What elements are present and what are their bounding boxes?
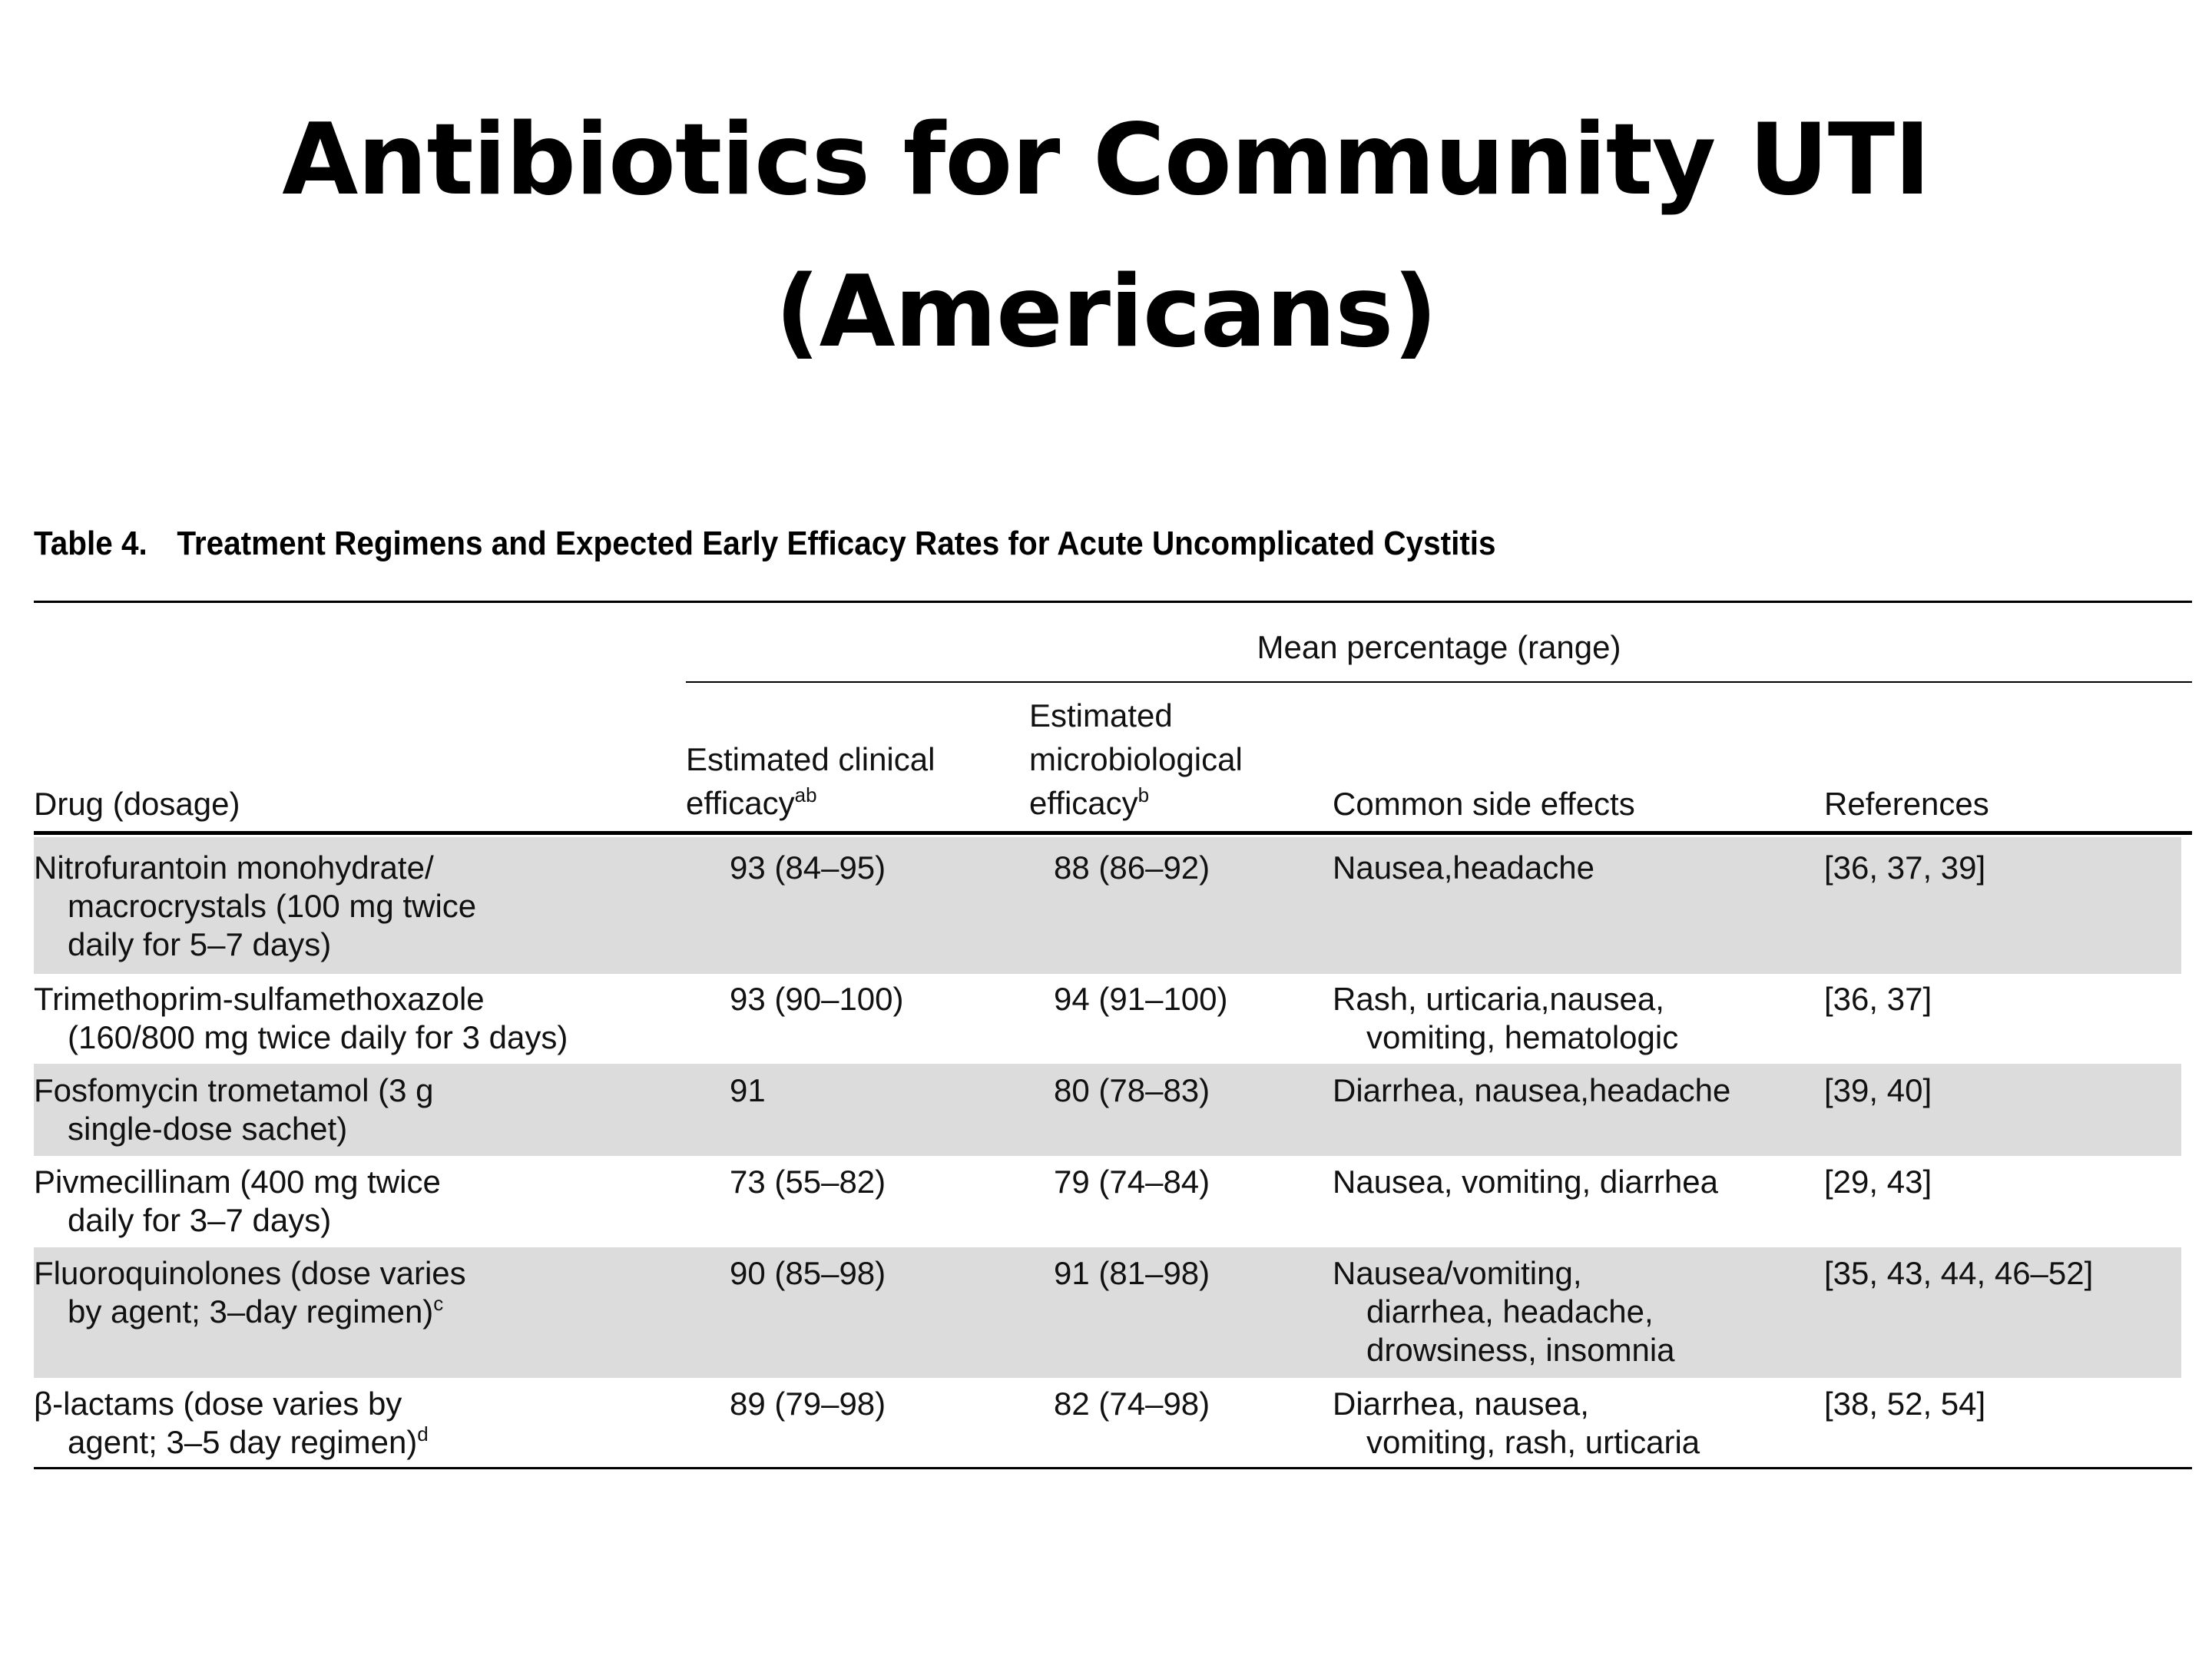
header-micro-footnote: b (1137, 783, 1150, 806)
cell-micro: 91 (81–98) (1054, 1255, 1210, 1291)
header-clinical-footnote: ab (794, 783, 817, 806)
table-top-rule (34, 601, 2192, 603)
cell-clinical: 91 (730, 1072, 766, 1108)
table-header-rule (34, 831, 2192, 835)
side-effect-line: vomiting, hematologic (1366, 1019, 1679, 1055)
cell-references: [36, 37] (1824, 981, 1932, 1017)
cell-drug (34, 1385, 429, 1462)
header-references: References (1824, 786, 1989, 822)
drug-footnote: d (417, 1422, 429, 1445)
table-caption-number: Table 4. (34, 525, 147, 562)
cell-references: [36, 37, 39] (1824, 849, 1986, 886)
cell-micro: 88 (86–92) (1054, 849, 1210, 886)
side-effect-line: Diarrhea, nausea,headache (1333, 1072, 1731, 1108)
side-effect-line: Rash, urticaria,nausea, (1333, 981, 1664, 1017)
cell-references: [35, 43, 44, 46–52] (1824, 1255, 2094, 1291)
cell-side-effects (1333, 849, 1594, 887)
cell-drug (34, 1254, 466, 1331)
slide-title-line-1: Antibiotics for Community UTI (282, 103, 1930, 217)
side-effect-line: Nausea/vomiting, (1333, 1255, 1582, 1291)
cell-side-effects (1333, 1163, 1718, 1201)
side-effect-line: drowsiness, insomnia (1366, 1332, 1675, 1368)
cell-micro: 80 (78–83) (1054, 1072, 1210, 1108)
cell-micro: 79 (74–84) (1054, 1164, 1210, 1200)
cell-side-effects (1333, 1071, 1730, 1110)
cell-clinical: 93 (90–100) (730, 981, 904, 1017)
drug-line: single-dose sachet) (68, 1111, 348, 1147)
side-effect-line: Diarrhea, nausea, (1333, 1386, 1589, 1422)
drug-line: daily for 5–7 days) (68, 926, 332, 962)
header-clinical-efficacy (686, 737, 935, 825)
drug-line: Fluoroquinolones (dose varies (34, 1255, 466, 1291)
drug-line: by agent; 3–day regimen) (68, 1293, 434, 1330)
table-caption (34, 524, 1998, 564)
drug-line: daily for 3–7 days) (68, 1202, 332, 1238)
group-header-mean-percentage: Mean percentage (range) (1257, 629, 1621, 665)
cell-clinical: 89 (79–98) (730, 1386, 886, 1422)
side-effect-line: diarrhea, headache, (1366, 1293, 1654, 1330)
drug-line: Fosfomycin trometamol (3 g (34, 1072, 434, 1108)
drug-line: macrocrystals (100 mg twice (68, 888, 477, 924)
side-effect-line: Nausea, vomiting, diarrhea (1333, 1164, 1718, 1200)
drug-line: β-lactams (dose varies by (34, 1386, 402, 1422)
cell-side-effects (1333, 1254, 1675, 1369)
drug-line: agent; 3–5 day regimen) (68, 1424, 418, 1460)
cell-side-effects (1333, 1385, 1700, 1462)
header-micro-line-2: microbiological (1029, 741, 1243, 777)
header-micro-efficacy (1029, 694, 1243, 825)
header-clinical-line-2: efficacy (686, 785, 795, 821)
cell-clinical: 90 (85–98) (730, 1255, 886, 1291)
drug-footnote: c (433, 1292, 444, 1315)
cell-drug (34, 849, 476, 964)
cell-micro: 94 (91–100) (1054, 981, 1228, 1017)
cell-side-effects (1333, 980, 1678, 1057)
side-effect-line: Nausea,headache (1333, 849, 1594, 886)
cell-drug (34, 980, 568, 1057)
cell-micro: 82 (74–98) (1054, 1386, 1210, 1422)
header-micro-line-3: efficacy (1029, 785, 1138, 821)
drug-line: Trimethoprim-sulfamethoxazole (34, 981, 485, 1017)
header-side-effects: Common side effects (1333, 786, 1635, 822)
slide-title (0, 84, 2212, 389)
drug-line: (160/800 mg twice daily for 3 days) (68, 1019, 568, 1055)
cell-clinical: 73 (55–82) (730, 1164, 886, 1200)
cell-references: [29, 43] (1824, 1164, 1932, 1200)
header-micro-line-1: Estimated (1029, 697, 1173, 733)
drug-line: Pivmecillinam (400 mg twice (34, 1164, 441, 1200)
cell-clinical: 93 (84–95) (730, 849, 886, 886)
table-bottom-rule (34, 1467, 2192, 1469)
cell-drug (34, 1163, 441, 1240)
slide-title-line-2: (Americans) (775, 255, 1437, 369)
cell-references: [39, 40] (1824, 1072, 1932, 1108)
header-clinical-line-1: Estimated clinical (686, 741, 935, 777)
table-caption-text: Treatment Regimens and Expected Early Efficacy Rates for Acute Uncomplicated Cystitis (177, 525, 1496, 562)
cell-references: [38, 52, 54] (1824, 1386, 1986, 1422)
group-header-rule (686, 681, 2192, 683)
side-effect-line: vomiting, rash, urticaria (1366, 1424, 1700, 1460)
cell-drug (34, 1071, 434, 1148)
drug-line: Nitrofurantoin monohydrate/ (34, 849, 434, 886)
header-drug: Drug (dosage) (34, 786, 240, 822)
